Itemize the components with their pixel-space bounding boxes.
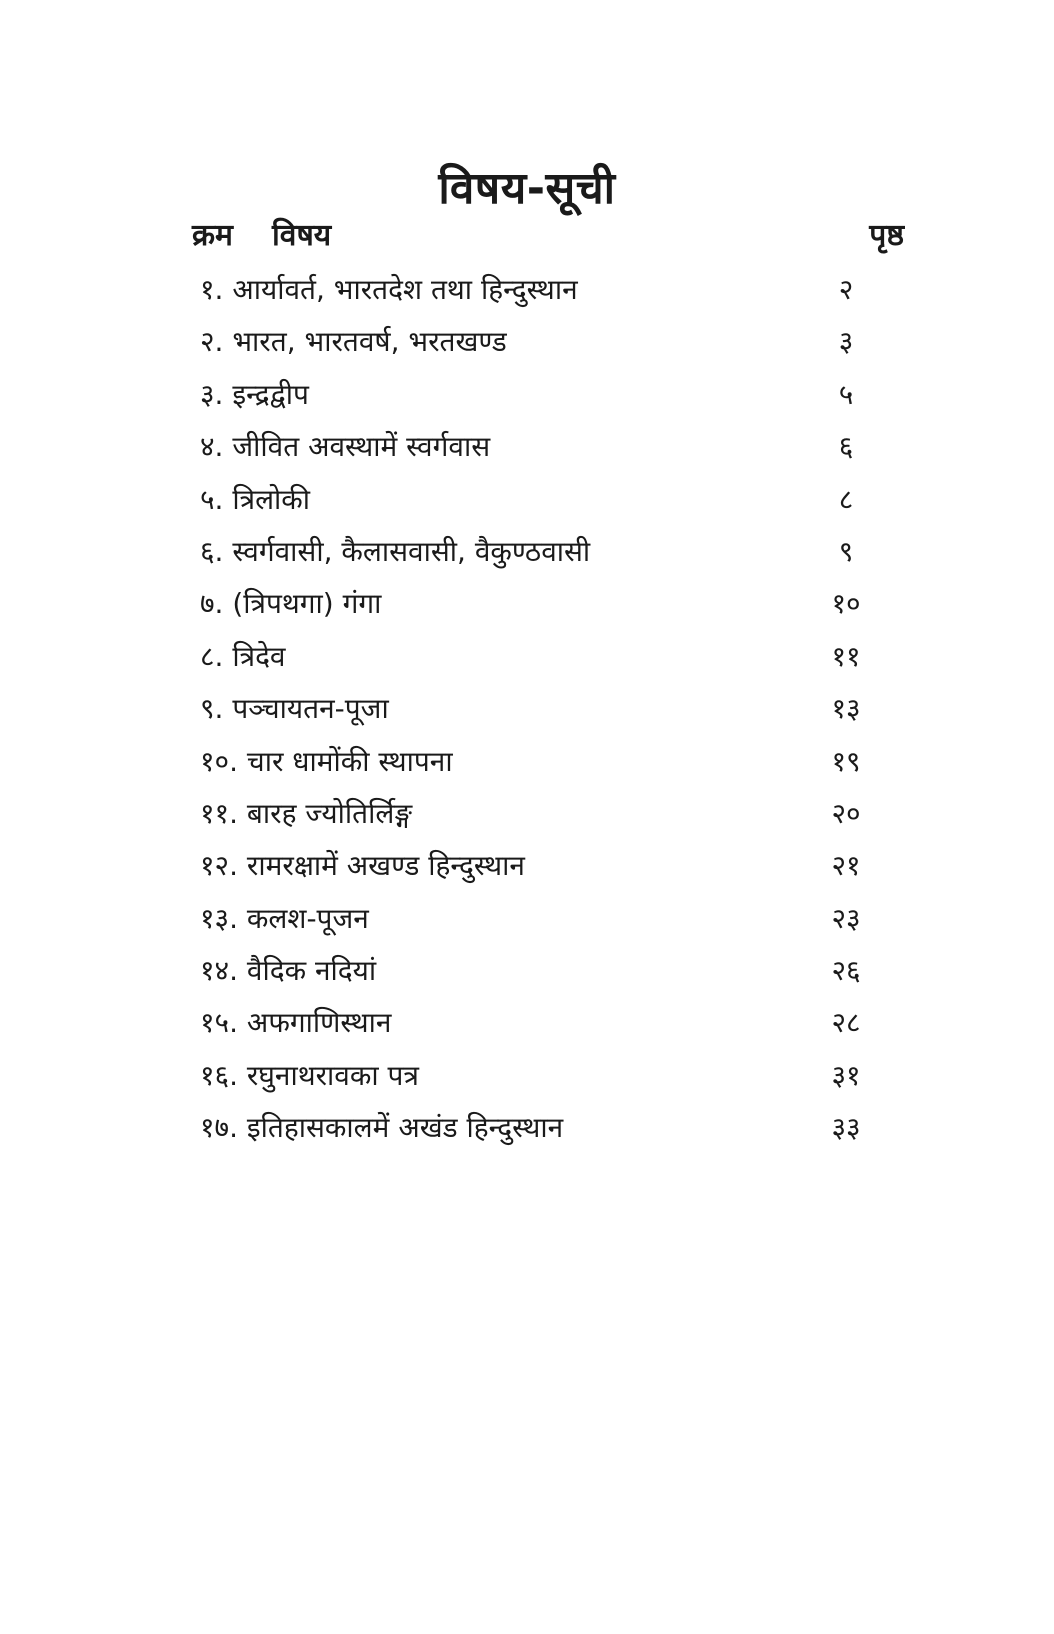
toc-entry-page: ३३ bbox=[831, 1111, 861, 1145]
toc-entry-title: ११. बारह ज्योतिर्लिङ्ग bbox=[200, 796, 413, 830]
toc-entry-page: ५ bbox=[838, 377, 854, 411]
toc-entry-title: ९. पञ्चायतन-पूजा bbox=[200, 692, 389, 726]
toc-entry bbox=[200, 584, 904, 636]
toc-header bbox=[192, 212, 904, 260]
page-title: विषय-सूची bbox=[438, 163, 616, 215]
toc-entry-title: १५. अफगाणिस्थान bbox=[200, 1006, 392, 1040]
toc-entry bbox=[200, 532, 904, 584]
toc-entry-page: ९ bbox=[838, 534, 854, 568]
header-serial-label: क्रम bbox=[192, 218, 233, 253]
toc-entry-page: ११ bbox=[831, 639, 861, 673]
header-subject-label: विषय bbox=[272, 218, 332, 253]
toc-entry-title: ८. त्रिदेव bbox=[200, 639, 286, 673]
toc-entry-title: १४. वैदिक नदियां bbox=[200, 954, 377, 988]
toc-entry bbox=[200, 742, 904, 794]
toc-entry-title: ४. जीवित अवस्थामें स्वर्गवास bbox=[200, 430, 491, 464]
toc-entry-page: २६ bbox=[831, 954, 861, 988]
toc-entry bbox=[200, 899, 904, 951]
toc-entry-page: २१ bbox=[831, 849, 861, 883]
toc-entry-title: ५. त्रिलोकी bbox=[200, 482, 311, 516]
toc-entry-title: २. भारत, भारतवर्ष, भरतखण्ड bbox=[200, 325, 507, 359]
toc-entry-page: २० bbox=[831, 796, 861, 830]
toc-entry-page: ३१ bbox=[831, 1058, 861, 1092]
toc-entry bbox=[200, 1056, 904, 1108]
toc-entry bbox=[200, 689, 904, 741]
toc-entry-page: २८ bbox=[831, 1006, 861, 1040]
toc-entry-page: २३ bbox=[831, 901, 861, 935]
toc-entry bbox=[200, 270, 904, 322]
toc-entry-page: ३ bbox=[838, 325, 854, 359]
toc-entry-page: १० bbox=[831, 587, 861, 621]
toc-entry bbox=[200, 846, 904, 898]
toc-entry bbox=[200, 1108, 904, 1160]
toc-entry bbox=[200, 951, 904, 1003]
toc-entry-page: २ bbox=[838, 273, 854, 306]
toc-entry-title: ३. इन्द्रद्वीप bbox=[200, 377, 309, 411]
toc-entry-title: ६. स्वर्गवासी, कैलासवासी, वैकुण्ठवासी bbox=[200, 534, 591, 568]
toc-entry-page: १३ bbox=[831, 692, 861, 726]
toc-entry-title: १२. रामरक्षामें अखण्ड हिन्दुस्थान bbox=[200, 849, 525, 883]
toc-entry-title: १०. चार धामोंकी स्थापना bbox=[200, 744, 453, 778]
toc-entry bbox=[200, 1003, 904, 1055]
toc-entry-page: ८ bbox=[838, 482, 854, 516]
toc-entry bbox=[200, 375, 904, 427]
toc-entry-title: ७. (त्रिपथगा) गंगा bbox=[200, 587, 382, 621]
toc-entry-title: १३. कलश-पूजन bbox=[200, 901, 369, 935]
toc-entry-page: १९ bbox=[831, 744, 861, 778]
header-page-label: पृष्ठ bbox=[869, 218, 904, 253]
toc-entry-title: १६. रघुनाथरावका पत्र bbox=[200, 1058, 419, 1092]
table-of-contents bbox=[200, 270, 904, 1161]
toc-entry bbox=[200, 637, 904, 689]
toc-entry bbox=[200, 794, 904, 846]
toc-entry-page: ६ bbox=[838, 430, 854, 464]
toc-entry bbox=[200, 480, 904, 532]
toc-entry bbox=[200, 427, 904, 479]
toc-entry-title: १७. इतिहासकालमें अखंड हिन्दुस्थान bbox=[200, 1111, 564, 1145]
toc-entry bbox=[200, 322, 904, 374]
toc-entry-title: १. आर्यावर्त, भारतदेश तथा हिन्दुस्थान bbox=[200, 273, 578, 306]
